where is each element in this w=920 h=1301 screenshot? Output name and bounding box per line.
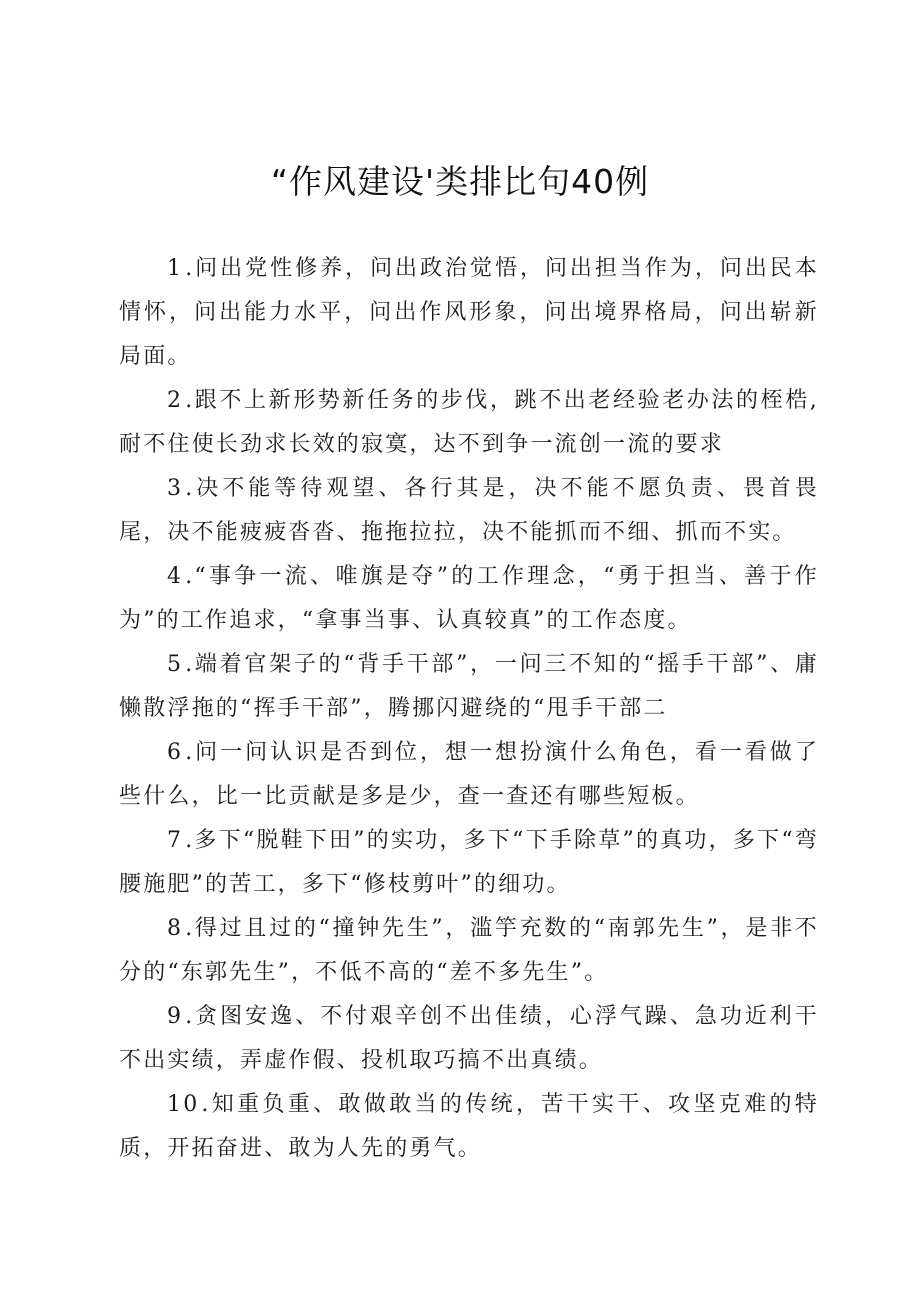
document-title: “作风建设'类排比句40例 bbox=[270, 162, 650, 201]
item-text: .端着官架子的“背手干部”，一问三不知的“摇手干部”、庸懒散浮拖的“挥手干部”，腾挪闪避绕的“甩手干部二 bbox=[119, 652, 819, 721]
item-text: .多下“脱鞋下田”的实功，多下“下手除草”的真功，多下“弯腰施肥”的苦工，多下“修枝剪叶”的细功。 bbox=[119, 828, 819, 897]
item-number: 1 bbox=[167, 256, 184, 281]
list-item bbox=[119, 379, 819, 467]
item-text: .贪图安逸、不付艰辛创不出佳绩，心浮气躁、急功近利干不出实绩，弄虚作假、投机取巧搞不出真绩。 bbox=[119, 1004, 819, 1073]
item-number: 10 bbox=[167, 1092, 200, 1117]
item-number: 2 bbox=[167, 388, 184, 413]
item-number: 4 bbox=[167, 564, 184, 589]
item-text: .问一问认识是否到位，想一想扮演什么角色，看一看做了些什么，比一比贡献是多是少，查一查还有哪些短板。 bbox=[119, 740, 819, 809]
list-item bbox=[119, 555, 819, 643]
list-item bbox=[119, 819, 819, 907]
list-item bbox=[119, 1083, 819, 1171]
item-text: .得过且过的“撞钟先生”，滥竽充数的“南郭先生”，是非不分的“东郭先生”，不低不高的“差不多先生”。 bbox=[119, 916, 819, 985]
item-number: 5 bbox=[167, 652, 184, 677]
item-text: .“事争一流、唯旗是夺”的工作理念，“勇于担当、善于作为”的工作追求，“拿事当事、认真较真”的工作态度。 bbox=[119, 564, 819, 633]
item-text: .决不能等待观望、各行其是，决不能不愿负责、畏首畏尾，决不能疲疲沓沓、拖拖拉拉，决不能抓而不细、抓而不实。 bbox=[119, 476, 819, 545]
item-number: 9 bbox=[167, 1004, 184, 1029]
list-item bbox=[119, 731, 819, 819]
document-body bbox=[119, 247, 819, 1171]
item-number: 3 bbox=[167, 476, 184, 501]
list-item bbox=[119, 247, 819, 379]
list-item bbox=[119, 995, 819, 1083]
item-text: .知重负重、敢做敢当的传统，苦干实干、攻坚克难的特质，开拓奋进、敢为人先的勇气。 bbox=[119, 1092, 819, 1161]
item-text: .跟不上新形势新任务的步伐，跳不出老经验老办法的桎梏,耐不住使长劲求长效的寂寞，达不到争一流创一流的要求 bbox=[119, 388, 819, 457]
list-item bbox=[119, 467, 819, 555]
list-item bbox=[119, 907, 819, 995]
list-item bbox=[119, 643, 819, 731]
item-number: 8 bbox=[167, 916, 184, 941]
item-number: 6 bbox=[167, 740, 184, 765]
item-number: 7 bbox=[167, 828, 184, 853]
item-text: .问出党性修养，问出政治觉悟，问出担当作为，问出民本情怀，问出能力水平，问出作风形象，问出境界格局，问出崭新局面。 bbox=[119, 256, 819, 369]
